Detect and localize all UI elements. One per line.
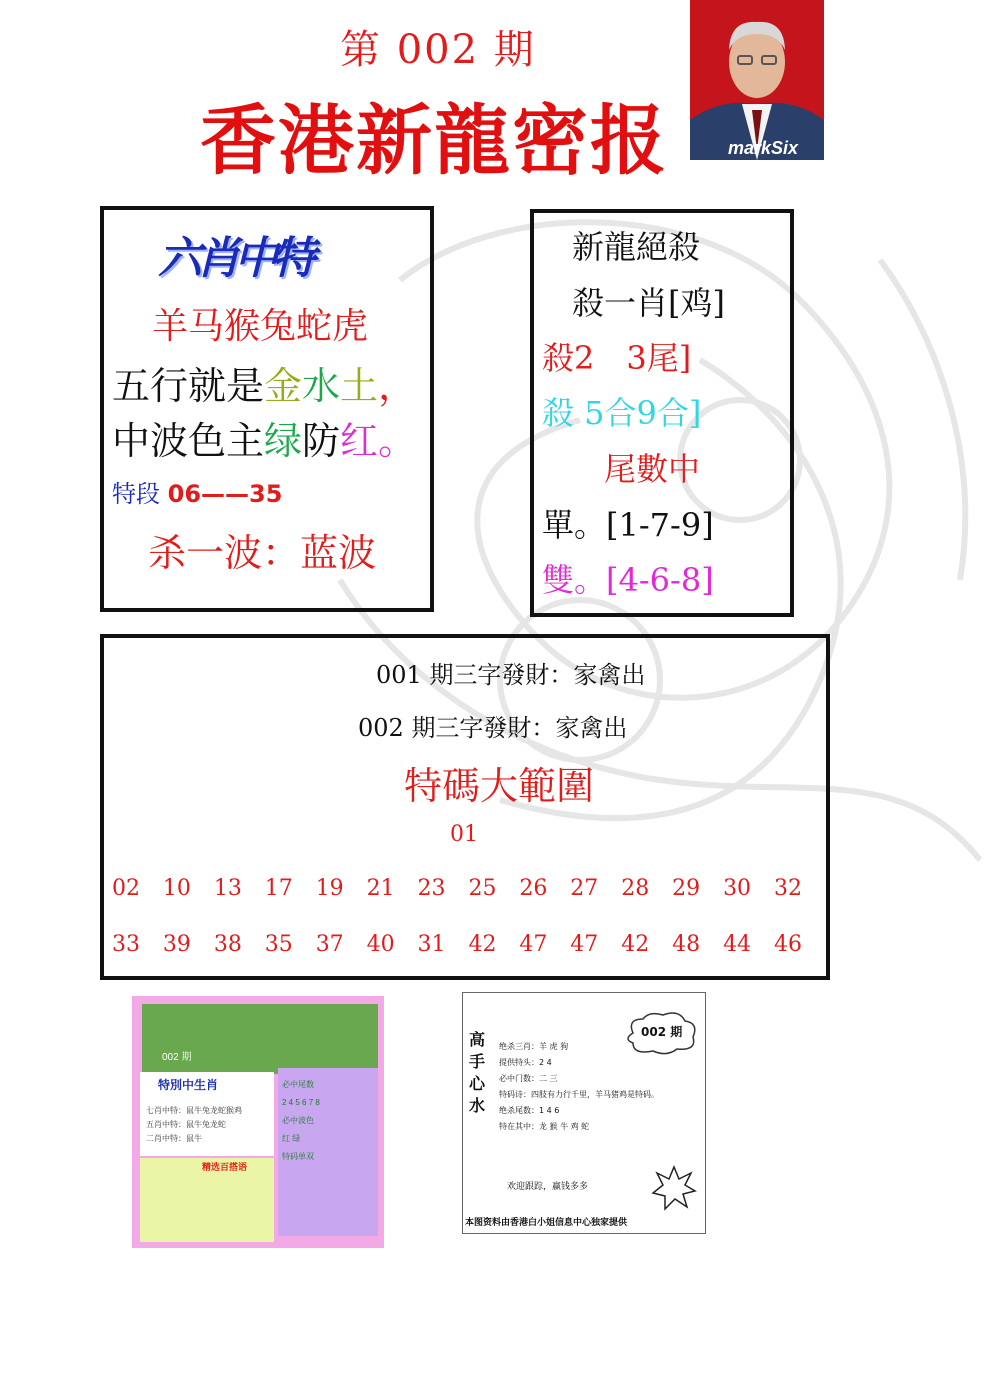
kill-tail: 殺2 3尾] [542,339,692,377]
kill-combo: 殺 5合9合] [542,394,702,432]
person-icon [690,0,824,160]
number-cell: 28 [621,876,650,901]
zodiac-list: 羊马猴兔蛇虎 [152,306,369,347]
number-cell: 02 [112,876,140,901]
wuxing-gold: 金 [264,364,303,408]
starburst-icon [651,1165,697,1211]
zodiac-thumbnail-card [132,996,384,1248]
number-cell: 23 [417,876,446,901]
wave-mid: 防 [302,419,341,463]
kill-zodiac: 殺一肖[鸡] [572,284,725,322]
wuxing-line [112,355,416,410]
number-cell: 48 [672,932,701,957]
number-cell: 47 [519,932,548,957]
number-cell: 39 [162,932,191,957]
card2-vertical-title [469,1029,485,1117]
wave-red: 红 [340,419,379,463]
wave-green: 绿 [264,419,303,463]
card-line: 五肖中特：鼠牛兔龙蛇 [146,1120,226,1129]
wuxing-water: 水 [302,364,341,408]
number-cell: 42 [621,932,650,957]
number-cell: 47 [570,932,599,957]
issue-002-line: 002 期三字發財：家禽出 [358,714,628,742]
card-line: 七肖中特：鼠牛兔龙蛇猴鸡 [146,1106,242,1115]
number-row-2 [112,932,802,957]
card-side-lines [282,1076,320,1166]
special-range-title: 特碼大範圍 [404,764,595,808]
number-cell: 17 [264,876,293,901]
number-cell: 19 [315,876,344,901]
number-cell: 32 [773,876,802,901]
kill-wave: 杀一波：蓝波 [148,531,377,575]
number-cell: 42 [468,932,497,957]
issue-001-line: 001 期三字發財：家禽出 [376,661,646,689]
wuxing-prefix: 五行就是 [112,364,265,408]
card2-title-char: 高 [469,1030,486,1049]
range-label: 特段 [112,480,160,508]
number-cell: 38 [213,932,242,957]
odd-tails: 單。[1-7-9] [542,506,714,544]
dragon-kill-heading: 新龍絕殺 [572,228,701,266]
issue-number: 第 002 期 [340,27,536,73]
number-cell: 30 [723,876,752,901]
card-subtitle: 精选百搭语 [202,1163,248,1173]
number-cell: 37 [315,932,344,957]
wave-suffix: 。 [378,419,417,463]
number-cell: 21 [366,876,395,901]
number-cell: 31 [417,932,446,957]
card-side-line: 2 4 5 6 7 8 [282,1098,320,1107]
number-cell: 25 [468,876,497,901]
card2-line: 必中门数：二 三 [499,1074,558,1083]
card2-title-char: 心 [469,1074,486,1093]
card2-line: 特在其中：龙 猴 牛 鸡 蛇 [499,1122,590,1131]
number-cell: 26 [519,876,548,901]
special-range [112,474,282,509]
page-title: 香港新龍密报 [200,96,668,185]
card2-footer-line: 欢迎跟踪，赢钱多多 [507,1182,589,1192]
card2-title-char: 手 [469,1052,486,1071]
marksix-watermark: markSix [728,138,799,158]
number-cell: 35 [264,932,293,957]
card2-title-char: 水 [469,1096,486,1115]
number-cell: 46 [773,932,802,957]
range-value: 06——35 [167,480,283,508]
wuxing-earth: 土 [340,364,379,408]
portrait-photo [690,0,824,160]
card-line: 二肖中特：鼠牛 [146,1134,202,1143]
card2-line: 绝杀三肖：羊 虎 狗 [499,1042,569,1051]
even-tails: 雙。[4-6-8] [542,561,714,599]
first-number: 01 [450,822,478,847]
card2-line: 特码诗：四肢有力行千里，羊马猪鸡是特码。 [499,1090,659,1099]
card-banner-issue: 002 期 [162,1052,192,1063]
tail-number-heading: 尾數中 [604,450,701,488]
number-cell: 10 [162,876,191,901]
card-side-line: 必中波色 [282,1116,314,1125]
number-cell: 13 [213,876,242,901]
wuxing-suffix: ， [378,364,417,408]
card-zodiac-lines [146,1104,242,1146]
card2-source: 本图资料由香港白小姐信息中心独家提供 [465,1218,628,1228]
card2-bubble-text: 002 期 [641,1025,683,1039]
card-side-line: 特码单双 [282,1152,314,1161]
card2-line: 提供特头：2 4 [499,1058,552,1067]
number-cell: 29 [672,876,701,901]
number-row-1 [112,876,802,901]
wave-color-line [112,410,416,465]
card2-lines [499,1039,659,1135]
number-cell: 40 [366,932,395,957]
card-banner [142,1004,378,1074]
card-side-line: 必中尾数 [282,1080,314,1089]
wave-prefix: 中波色主 [112,419,265,463]
number-cell: 27 [570,876,599,901]
card-side-line: 红 绿 [282,1134,301,1143]
six-zodiac-heading: 六肖中特 [158,233,310,284]
number-cell: 33 [112,932,140,957]
card2-line: 绝杀尾数：1 4 6 [499,1106,560,1115]
expert-tips-card [462,992,706,1234]
card-title: 特別中生肖 [158,1078,219,1092]
number-cell: 44 [723,932,752,957]
